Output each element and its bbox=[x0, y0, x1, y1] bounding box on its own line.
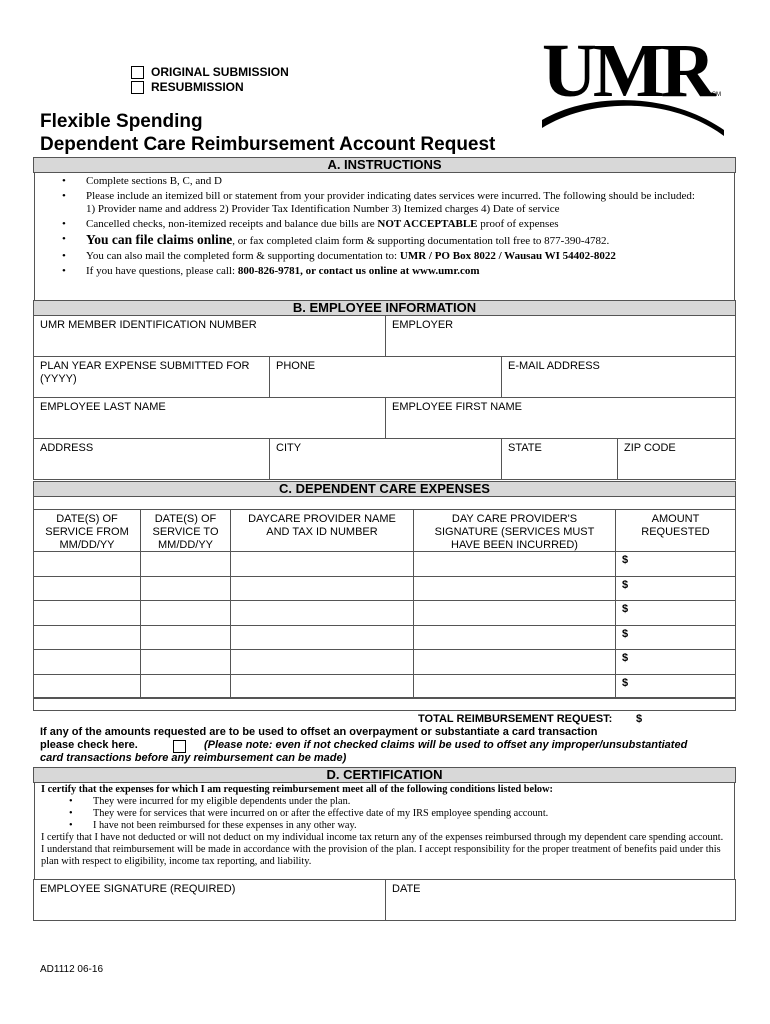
member-id-label: UMR MEMBER IDENTIFICATION NUMBER bbox=[40, 319, 257, 331]
expense-signature-input[interactable] bbox=[413, 576, 616, 602]
expense-date-from-input[interactable] bbox=[33, 551, 141, 577]
email-label: E-MAIL ADDRESS bbox=[508, 360, 600, 372]
certification-panel bbox=[34, 782, 735, 880]
expense-date-to-input[interactable] bbox=[140, 625, 231, 651]
employee-signature-field[interactable] bbox=[33, 879, 386, 921]
expense-provider-input[interactable] bbox=[230, 674, 414, 700]
section-b-header: B. EMPLOYEE INFORMATION bbox=[33, 300, 736, 316]
instruction-item: • Please include an itemized bill or statement from your provider indicating dates services were incurred. The following should be included: 1) Provider name and address 2) Provider Tax Identification Number 3) Itemized charges 4) Date of service bbox=[62, 190, 695, 215]
expense-amount-input[interactable] bbox=[615, 600, 736, 626]
form-title-line2: Dependent Care Reimbursement Account Request bbox=[40, 134, 496, 155]
first-name-field[interactable] bbox=[385, 397, 736, 439]
city-field[interactable] bbox=[269, 438, 502, 480]
instruction-item: • Cancelled checks, non-itemized receipts and balance due bills are NOT ACCEPTABLE proof of expenses bbox=[62, 218, 559, 230]
last-name-field[interactable] bbox=[33, 397, 386, 439]
expense-date-to-input[interactable] bbox=[140, 600, 231, 626]
email-field[interactable] bbox=[501, 356, 736, 398]
first-name-label: EMPLOYEE FIRST NAME bbox=[392, 401, 522, 413]
expense-signature-input[interactable] bbox=[413, 649, 616, 675]
resubmission-label: RESUBMISSION bbox=[151, 80, 244, 94]
amount-dollar-sign: $ bbox=[622, 603, 629, 615]
amount-dollar-sign: $ bbox=[622, 578, 629, 591]
certification-item: • I have not been reimbursed for these expenses in any other way. bbox=[69, 820, 357, 831]
expense-provider-input[interactable] bbox=[230, 600, 414, 626]
col-signature-header: DAY CARE PROVIDER'S SIGNATURE (SERVICES MUST HAVE BEEN INCURRED) bbox=[413, 509, 616, 552]
employee-signature-label: EMPLOYEE SIGNATURE (REQUIRED) bbox=[40, 883, 236, 895]
expense-provider-input[interactable] bbox=[230, 625, 414, 651]
city-label: CITY bbox=[276, 442, 302, 454]
expense-amount-input[interactable] bbox=[615, 649, 736, 675]
plan-year-label: PLAN YEAR EXPENSE SUBMITTED FOR (YYYY) bbox=[40, 360, 250, 385]
col-date-from-header: DATE(S) OF SERVICE FROM MM/DD/YY bbox=[33, 509, 141, 552]
section-c-header: C. DEPENDENT CARE EXPENSES bbox=[33, 481, 736, 497]
last-name-label: EMPLOYEE LAST NAME bbox=[40, 401, 166, 413]
amount-dollar-sign: $ bbox=[622, 627, 629, 640]
offset-line3: card transactions before any reimbursement can be made) bbox=[40, 752, 347, 764]
expense-date-from-input[interactable] bbox=[33, 625, 141, 651]
expense-amount-input[interactable] bbox=[615, 674, 736, 700]
expense-date-to-input[interactable] bbox=[140, 551, 231, 577]
expense-date-to-input[interactable] bbox=[140, 674, 231, 700]
instruction-item: • If you have questions, please call: 800-826-9781, or contact us online at www.umr.com bbox=[62, 265, 480, 277]
original-submission-label: ORIGINAL SUBMISSION bbox=[151, 65, 289, 79]
certification-item: • They were for services that were incurred on or after the effective date of my IRS employee spending account. bbox=[69, 808, 549, 819]
col-date-to-header: DATE(S) OF SERVICE TO MM/DD/YY bbox=[140, 509, 231, 552]
instruction-item: • Complete sections B, C, and D bbox=[62, 175, 222, 187]
amount-dollar-sign: $ bbox=[622, 676, 629, 689]
certification-statement: I certify that I have not deducted or will not deduct on my individual income tax return any of the expenses reimbursed through my dependent care spending account. I understand that reimbursement will be made in accordance with the provision of the plan. I accept responsibility for the proper treatment of benefits paid under this plan with respect to eligibility, income tax reporting, and liability. bbox=[41, 832, 724, 867]
expense-amount-input[interactable] bbox=[615, 576, 736, 602]
expense-date-to-input[interactable] bbox=[140, 649, 231, 675]
phone-field[interactable] bbox=[269, 356, 502, 398]
expense-date-from-input[interactable] bbox=[33, 600, 141, 626]
expense-signature-input[interactable] bbox=[413, 551, 616, 577]
offset-line2b: (Please note: even if not checked claims will be used to offset any improper/unsubstantiated bbox=[204, 739, 688, 751]
expense-signature-input[interactable] bbox=[413, 674, 616, 700]
state-field[interactable] bbox=[501, 438, 618, 480]
col-provider-header: DAYCARE PROVIDER NAME AND TAX ID NUMBER bbox=[230, 509, 414, 552]
address-label: ADDRESS bbox=[40, 442, 94, 454]
expense-spacer bbox=[33, 697, 736, 711]
total-reimbursement-label: TOTAL REIMBURSEMENT REQUEST: bbox=[418, 713, 613, 725]
state-label: STATE bbox=[508, 442, 542, 454]
amount-dollar-sign: $ bbox=[622, 554, 629, 566]
expense-provider-input[interactable] bbox=[230, 649, 414, 675]
section-d-header: D. CERTIFICATION bbox=[33, 767, 736, 783]
umr-logo-mark: SM bbox=[712, 92, 721, 98]
instruction-item: • You can also mail the completed form & supporting documentation to: UMR / PO Box 8022 / Wausau WI 54402-8022 bbox=[62, 250, 616, 262]
certification-item: • They were incurred for my eligible dependents under the plan. bbox=[69, 796, 351, 807]
original-submission-checkbox[interactable] bbox=[131, 66, 144, 79]
date-field[interactable] bbox=[385, 879, 736, 921]
expense-amount-input[interactable] bbox=[615, 625, 736, 651]
phone-label: PHONE bbox=[276, 360, 316, 372]
expense-amount-input[interactable] bbox=[615, 551, 736, 577]
umr-logo-text: UMR bbox=[542, 34, 712, 113]
resubmission-checkbox[interactable] bbox=[131, 81, 144, 94]
section-c-spacer bbox=[33, 496, 736, 510]
employer-field[interactable] bbox=[385, 315, 736, 357]
offset-line2a: please check here. bbox=[40, 739, 138, 751]
expense-date-from-input[interactable] bbox=[33, 674, 141, 700]
member-id-field[interactable] bbox=[33, 315, 386, 357]
certification-intro: I certify that the expenses for which I am requesting reimbursement meet all of the following conditions listed below: bbox=[41, 784, 553, 795]
total-reimbursement-dollar: $ bbox=[636, 713, 643, 725]
zip-label: ZIP CODE bbox=[624, 442, 676, 454]
expense-date-to-input[interactable] bbox=[140, 576, 231, 602]
col-amount-header: AMOUNT REQUESTED bbox=[615, 509, 736, 552]
expense-provider-input[interactable] bbox=[230, 551, 414, 577]
address-field[interactable] bbox=[33, 438, 270, 480]
offset-line1: If any of the amounts requested are to be used to offset an overpayment or substantiate a card transaction bbox=[40, 726, 598, 738]
expense-date-from-input[interactable] bbox=[33, 649, 141, 675]
date-label: DATE bbox=[392, 883, 421, 895]
plan-year-field[interactable] bbox=[33, 356, 270, 398]
expense-signature-input[interactable] bbox=[413, 625, 616, 651]
instructions-panel bbox=[34, 172, 735, 300]
form-title-line1: Flexible Spending bbox=[40, 111, 203, 132]
umr-logo bbox=[540, 34, 726, 138]
expense-date-from-input[interactable] bbox=[33, 576, 141, 602]
zip-field[interactable] bbox=[617, 438, 736, 480]
resubmission-option[interactable] bbox=[131, 80, 244, 94]
instruction-item: • You can file claims online, or fax completed claim form & supporting documentation toll free to 877-390-4782. bbox=[62, 232, 610, 247]
expense-signature-input[interactable] bbox=[413, 600, 616, 626]
form-code: AD1112 06-16 bbox=[40, 964, 104, 975]
employer-label: EMPLOYER bbox=[392, 319, 454, 331]
amount-dollar-sign: $ bbox=[622, 652, 629, 664]
expense-provider-input[interactable] bbox=[230, 576, 414, 602]
section-a-header: A. INSTRUCTIONS bbox=[33, 157, 736, 173]
original-submission-option[interactable] bbox=[131, 65, 289, 79]
